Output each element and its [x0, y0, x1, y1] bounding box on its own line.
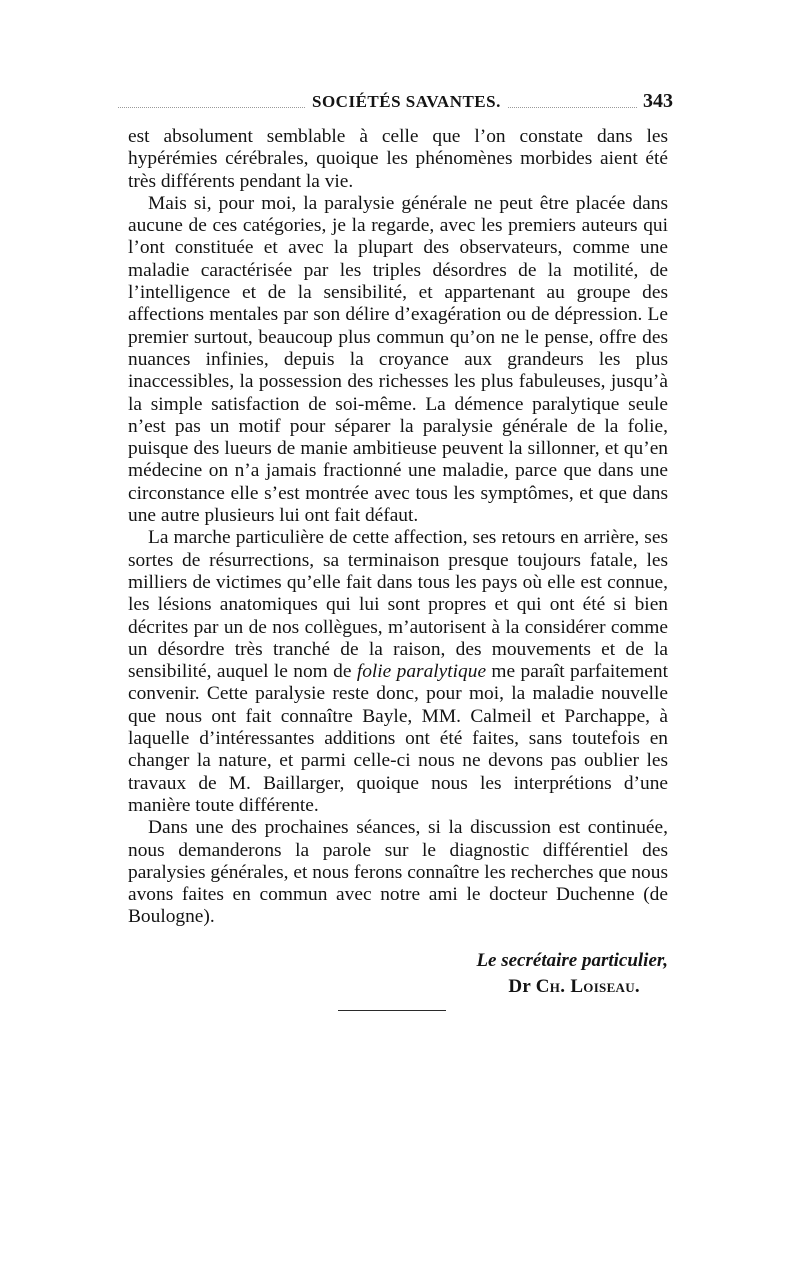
closing-rule — [338, 1010, 446, 1011]
page-number: 343 — [637, 90, 673, 113]
paragraph-1: est absolument semblable à celle que l’on constate dans les hypérémies cérébrales, quoique les phénomènes morbides aient été très différents pendant la vie. — [128, 126, 668, 192]
paragraph-4: Dans une des prochaines séances, si la discussion est continuée, nous demanderons la parole sur le diagnostic différentiel des paralysies générales, et nous ferons connaître les recherches que nous avons faites en commun avec notre ami le docteur Duchenne (de Boulogne). — [128, 817, 668, 928]
author-prefix: Dr — [508, 976, 536, 997]
body-text — [128, 126, 668, 929]
paragraph-3-part-2: me paraît parfaitement convenir. Cette paralysie reste donc, pour moi, la maladie nouvelle que nous ont fait connaître Bayle, MM. Calmeil et Parchappe, à laquelle d’intéressantes additions ont été faites, sans toutefois en changer la nature, et parmi celle-ci nous ne devons pas oublier les travaux de M. Baillarger, quoique nous les interprétions d’une manière toute différente. — [128, 661, 668, 816]
signature-role: Le secrétaire particulier, — [476, 950, 668, 971]
paragraph-2: Mais si, pour moi, la paralysie générale ne peut être placée dans aucune de ces catégories, je la regarde, avec les premiers auteurs qui l’ont constituée et avec la plupart des observateurs, comme une maladie caractérisée par les triples désordres de la motilité, de l’intelligence et de la sensibilité, et appartenant au groupe des affections mentales par son délire d’exagération ou de dépression. Le premier surtout, beaucoup plus commun qu’on ne le pense, offre des nuances infinies, depuis la croyance aux grandeurs les plus inaccessibles, la possession des richesses les plus fabuleuses, jusqu’à la simple satisfaction de soi-même. La démence paralytique seule n’est pas un motif pour séparer la paralysie générale de la folie, puisque des lueurs de manie ambitieuse peuvent la sillonner, et qu’en médecine on n’a jamais fractionné une maladie, parce que dans une circonstance elle s’est montrée avec tous les symptômes, et que dans une autre plusieurs lui ont fait défaut. — [128, 192, 668, 527]
running-title: SOCIÉTÉS SAVANTES. — [306, 92, 507, 112]
signature-author — [128, 974, 668, 1000]
running-header — [118, 88, 673, 122]
signature-block — [128, 948, 668, 1000]
author-name: Ch. Loiseau. — [535, 976, 640, 997]
paragraph-3-part-1: La marche particulière de cette affection, ses retours en arrière, ses sortes de résurrections, sa terminaison presque toujours fatale, les milliers de victimes qu’elle fait dans tous les pays où elle est connue, les lésions anatomiques qui lui sont propres et qui ont été si bien décrites par un de nos collègues, m’autorisent à la considérer comme un désordre très tranché de la raison, des mouvements et de la sensibilité, auquel le nom de — [128, 527, 668, 683]
paragraph-3 — [128, 527, 668, 817]
paragraph-3-italic-term: folie paralytique — [356, 661, 487, 683]
